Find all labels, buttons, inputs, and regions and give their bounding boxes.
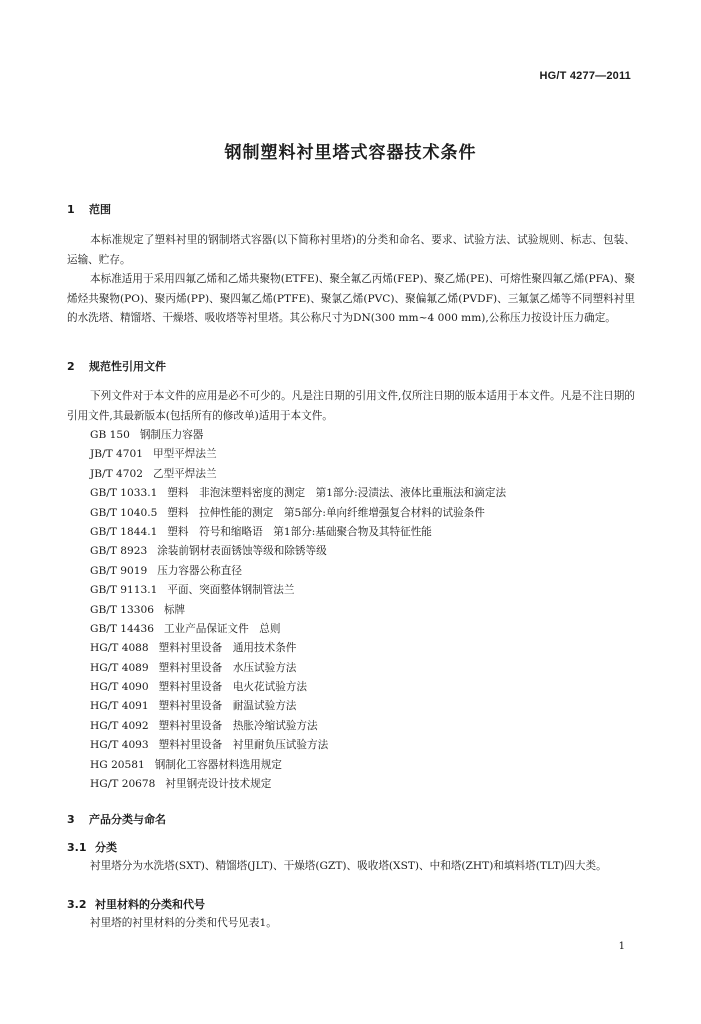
page-number: 1 bbox=[618, 941, 625, 952]
reference-item bbox=[90, 736, 506, 755]
reference-title: 钢制压力容器 bbox=[139, 429, 204, 441]
references-intro-paragraph bbox=[67, 387, 635, 426]
reference-code: GB/T 9019 bbox=[90, 564, 148, 577]
section-title: 衬里材料的分类和代号 bbox=[95, 898, 205, 911]
paragraph-text: 本标准规定了塑料衬里的钢制塔式容器(以下简称衬里塔)的分类和命名、要求、试验方法、试验规则、标志、包装、运输、贮存。 bbox=[67, 234, 635, 266]
scope-paragraph-2 bbox=[67, 270, 635, 329]
reference-title: 塑料衬里设备 水压试验方法 bbox=[158, 661, 297, 674]
reference-item bbox=[90, 717, 506, 736]
section-title: 产品分类与命名 bbox=[89, 813, 166, 826]
section-title: 规范性引用文件 bbox=[89, 360, 166, 373]
reference-code: JB/T 4701 bbox=[90, 448, 143, 461]
section-number: 1 bbox=[67, 203, 75, 216]
reference-code: HG/T 4090 bbox=[90, 681, 149, 694]
reference-code: HG/T 4093 bbox=[90, 739, 149, 752]
reference-item bbox=[90, 426, 506, 445]
section-title: 范围 bbox=[89, 203, 111, 216]
reference-code: JB/T 4702 bbox=[90, 467, 143, 480]
reference-item bbox=[90, 581, 506, 600]
section-3-2-heading bbox=[67, 896, 205, 912]
reference-code: GB/T 14436 bbox=[90, 622, 154, 635]
reference-item bbox=[90, 504, 506, 523]
section-title: 分类 bbox=[95, 841, 117, 854]
reference-title: 塑料 符号和缩略语 第1部分:基础聚合物及其特征性能 bbox=[167, 525, 432, 538]
reference-item bbox=[90, 542, 506, 561]
reference-list bbox=[90, 426, 506, 794]
reference-item bbox=[90, 620, 506, 639]
reference-title: 平面、突面整体钢制管法兰 bbox=[167, 584, 295, 597]
reference-item bbox=[90, 659, 506, 678]
reference-code: HG/T 4092 bbox=[90, 719, 149, 732]
reference-item bbox=[90, 639, 506, 658]
section-2-heading bbox=[67, 358, 166, 374]
reference-code: GB 150 bbox=[90, 429, 130, 441]
reference-title: 工业产品保证文件 总则 bbox=[163, 622, 281, 635]
reference-code: GB/T 1844.1 bbox=[90, 525, 158, 538]
reference-item bbox=[90, 601, 506, 620]
reference-title: 衬里钢壳设计技术规定 bbox=[165, 778, 272, 791]
reference-item bbox=[90, 562, 506, 581]
reference-title: 甲型平焊法兰 bbox=[153, 448, 217, 461]
classification-paragraph bbox=[67, 857, 635, 877]
reference-code: HG/T 4088 bbox=[90, 642, 149, 655]
reference-code: HG/T 4089 bbox=[90, 661, 149, 674]
reference-title: 塑料衬里设备 耐温试验方法 bbox=[158, 700, 297, 713]
reference-title: 钢制化工容器材料选用规定 bbox=[154, 758, 282, 771]
reference-title: 塑料衬里设备 衬里耐负压试验方法 bbox=[158, 739, 329, 752]
paragraph-text: 衬里塔的衬里材料的分类和代号见表1。 bbox=[90, 917, 277, 929]
reference-item bbox=[90, 697, 506, 716]
reference-title: 塑料 拉伸性能的测定 第5部分:单向纤维增强复合材料的试验条件 bbox=[167, 506, 485, 519]
reference-code: GB/T 13306 bbox=[90, 603, 154, 616]
lining-material-paragraph bbox=[67, 914, 635, 934]
paragraph-text: 衬里塔分为水洗塔(SXT)、精馏塔(JLT)、干燥塔(GZT)、吸收塔(XST)、中和塔(ZHT)和填料塔(TLT)四大类。 bbox=[90, 860, 607, 872]
reference-title: 压力容器公称直径 bbox=[157, 564, 242, 577]
section-3-heading bbox=[67, 811, 166, 827]
reference-title: 标牌 bbox=[163, 603, 186, 616]
reference-title: 塑料衬里设备 通用技术条件 bbox=[158, 642, 297, 655]
document-title: 钢制塑料衬里塔式容器技术条件 bbox=[224, 143, 477, 163]
section-3-1-heading bbox=[67, 839, 117, 855]
section-number: 3 bbox=[67, 813, 75, 826]
section-number: 2 bbox=[67, 360, 75, 373]
reference-title: 塑料衬里设备 电火花试验方法 bbox=[158, 681, 307, 694]
reference-item bbox=[90, 523, 506, 542]
reference-item bbox=[90, 756, 506, 775]
section-number: 3.1 bbox=[67, 841, 87, 854]
reference-item bbox=[90, 465, 506, 484]
reference-code: HG/T 4091 bbox=[90, 700, 149, 713]
reference-code: HG/T 20678 bbox=[90, 778, 156, 791]
reference-code: GB/T 8923 bbox=[90, 545, 148, 558]
paragraph-text: 下列文件对于本文件的应用是必不可少的。凡是注日期的引用文件,仅所注日期的版本适用于本文件。凡是不注日期的引用文件,其最新版本(包括所有的修改单)适用于本文件。 bbox=[67, 390, 635, 422]
reference-item bbox=[90, 678, 506, 697]
scope-paragraph-1 bbox=[67, 231, 635, 270]
reference-code: HG 20581 bbox=[90, 758, 145, 771]
reference-item bbox=[90, 445, 506, 464]
reference-title: 塑料衬里设备 热胀冷缩试验方法 bbox=[158, 719, 318, 732]
reference-item bbox=[90, 484, 506, 503]
reference-code: GB/T 1033.1 bbox=[90, 487, 158, 500]
section-number: 3.2 bbox=[67, 898, 87, 911]
reference-title: 涂装前钢材表面锈蚀等级和除锈等级 bbox=[157, 545, 327, 558]
reference-code: GB/T 1040.5 bbox=[90, 506, 158, 519]
reference-code: GB/T 9113.1 bbox=[90, 584, 158, 597]
reference-title: 乙型平焊法兰 bbox=[153, 467, 217, 480]
section-1-heading bbox=[67, 201, 111, 217]
standard-code: HG/T 4277—2011 bbox=[539, 70, 631, 82]
paragraph-text: 本标准适用于采用四氟乙烯和乙烯共聚物(ETFE)、聚全氟乙丙烯(FEP)、聚乙烯(PE)、可熔性聚四氟乙烯(PFA)、聚烯烃共聚物(PO)、聚丙烯(PP)、聚四氟乙烯(PTFE)、聚氯乙烯(PVC)、聚偏氟乙烯(PVDF)、三氟氯乙烯等不同塑料衬里的水洗塔、精馏塔、干燥塔、吸收塔等衬里塔。其公称尺寸为DN(300 mm~4 000 mm),公称压力按设计压力确定。 bbox=[67, 273, 635, 324]
reference-item bbox=[90, 775, 506, 794]
reference-title: 塑料 非泡沫塑料密度的测定 第1部分:浸渍法、液体比重瓶法和滴定法 bbox=[167, 487, 507, 500]
